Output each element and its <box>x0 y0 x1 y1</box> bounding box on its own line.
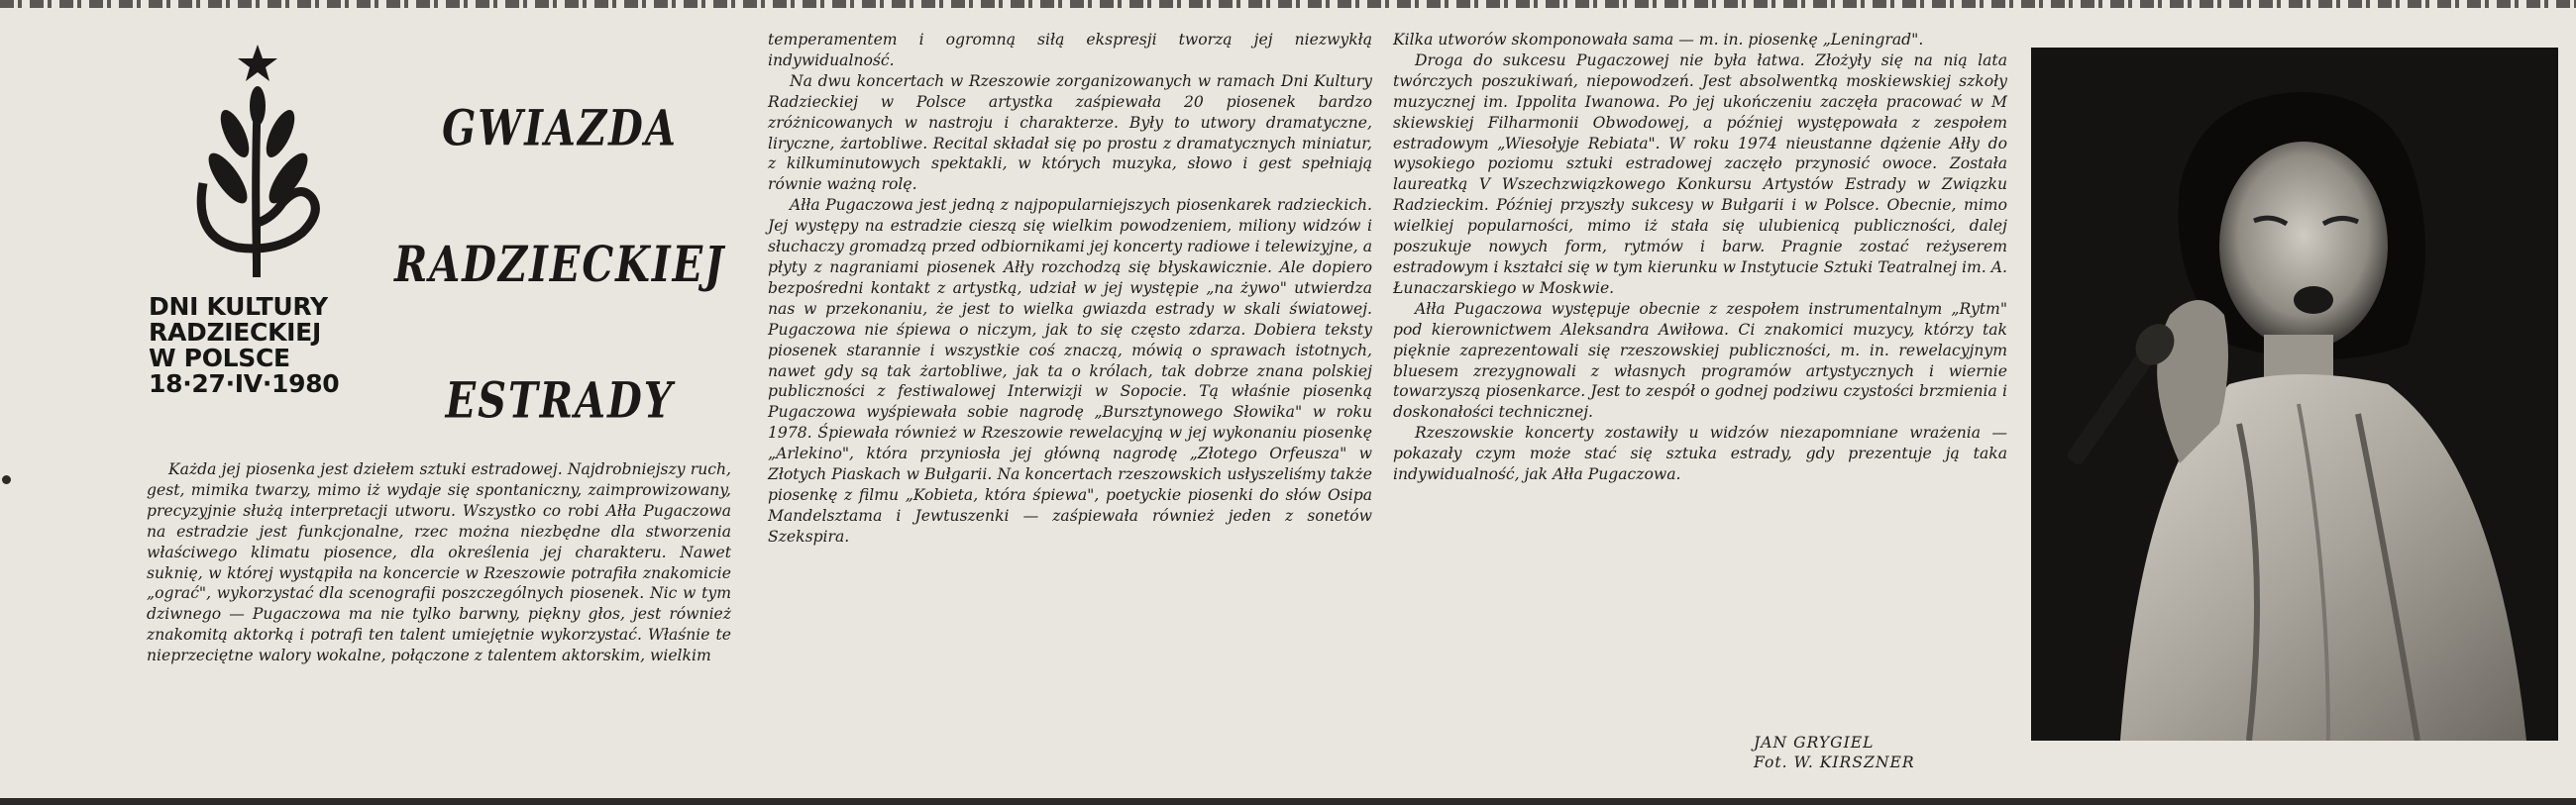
column-2-paragraph-3: Ałła Pugaczowa jest jedną z najpopularniejszych piosenkarek radzieckich. Jej występy na estradzie cieszą się wielkim powodzeniem, miliony widzów i słuchaczy gromadzą przed odbiornikami jej koncerty radiowe i telewizyjne, a płyty z nagraniami piosenek Ałły rozchodzą się błyskawicznie. Ale dopiero bezpośredni kontakt z artystką, udział w jej występie „na żywo" utwierdza nas w przekonaniu, że jest to wielka gwiazda estrady w skali światowej. Pugaczowa nie śpiewa o niczym, jak to się często zdarza. Dobiera teksty piosenek starannie i wszystkie coś znaczą, mówią o sprawach istotnych, nawet gdy są tak żartobliwe, jak ta o królach, tak dobrze znana polskiej publiczności z festiwalowej Interwizji w Sopocie. Tą właśnie piosenką Pugaczowa wyśpiewała sobie nagrodę „Bursztynowego Słowika" w roku 1978. Śpiewała również w Rzeszowie rewelacyjną w jej wykonaniu piosenkę „Arlekino", która przyniosła jej główną nagrodę „Złotego Orfeusza" w Złotych Piaskach w Bułgarii. Na koncertach rzeszowskich usłyszeliśmy także piosenkę z filmu „Kobieta, która śpiewa", poetyckie piosenki do słów Osipa Mandelsztama i Jewtuszenki — zaśpiewała również jeden z sonetów Szekspira. <box>768 196 1372 546</box>
headline-line-1: GWIAZDA <box>442 99 678 157</box>
article-column-2 <box>768 30 1372 548</box>
festival-logo-text <box>149 294 376 397</box>
singer-photo <box>2031 48 2558 741</box>
author-name: JAN GRYGIEL <box>1754 734 1875 752</box>
headline-line-2: RADZIECKIEJ <box>393 235 726 294</box>
singer-with-microphone-image <box>2031 48 2558 741</box>
article-signature <box>1754 733 2001 772</box>
headline-line-3: ESTRADY <box>445 371 675 430</box>
photo-credit: Fot. W. KIRSZNER <box>1754 754 1915 771</box>
article-column-1 <box>147 459 731 666</box>
article-column-3 <box>1393 30 2007 485</box>
margin-dot <box>2 475 11 484</box>
column-1-paragraph-1: Każda jej piosenka jest dziełem sztuki estradowej. Najdrobniejszy ruch, gest, mimika twarzy, mimo iż wydaje się spontaniczny, zaimprowizowany, precyzyjnie służą interpretacji utworu. Wszystko co robi Ałła Pugaczowa na estradzie jest funkcjonalne, rzec można niezbędne dla stworzenia właściwego klimatu piosence, dla określenia jej charakteru. Nawet suknię, w której wystąpiła na koncercie w Rzeszowie potrafiła znakomicie „ograć", wykorzystać dla scenografii poszczególnych piosenek. Nic w tym dziwnego — Pugaczowa ma nie tylko barwny, piękny głos, jest również znakomitą aktorką i potrafi ten talent umiejętnie wykorzystać. Właśnie te nieprzeciętne walory wokalne, połączone z talentem aktorskim, wielkim <box>147 460 731 665</box>
logo-line-2: RADZIECKIEJ <box>149 318 321 347</box>
column-3-paragraph-2: Droga do sukcesu Pugaczowej nie była łatwa. Złożyły się na nią lata twórczych poszukiwań, niepowodzeń. Jest absolwentką moskiewskiej szkoły muzycznej im. Ippolita Iwanowa. Po jej ukończeniu zaczęła pracować w M skiewskiej Filharmonii Obwodowej, a później występowała z zespołem estradowym „Wiesołyje Rebiata". W roku 1974 nieustanne dążenie Ałły do wysokiego poziomu sztuki estradowej zaczęło przynosić owoce. Została laureatką V Wszechzwiązkowego Konkursu Artystów Estrady w Związku Radzieckim. Później przyszły sukcesy w Bułgarii i w Polsce. Obecnie, mimo wielkiej popularności, mimo iż stała się ulubienicą publiczności, dalej poszukuje nowych form, rytmów i barw. Pragnie zostać reżyserem estradowym i kształci się w tym kierunku w Instytucie Sztuki Teatralnej im. A. Łunaczarskiego w Moskwie. <box>1393 50 2007 297</box>
festival-logo <box>129 35 376 421</box>
article-headline <box>376 79 743 488</box>
logo-line-1: DNI KULTURY <box>149 292 328 321</box>
column-3-paragraph-3: Ałła Pugaczowa występuje obecnie z zespołem instrumentalnym „Rytm" pod kierownictwem Aleksandra Awiłowa. Ci znakomici muzycy, którzy tak pięknie zaprezentowali się rzeszowskiej publiczności, m. in. rewelacyjnym bluesem zrezygnowali z własnych programów artystycznych i wiernie towarzyszą piosenkarce. Jest to zespół o godnej podziwu czystości brzmienia i doskonałości technicznej. <box>1393 299 2007 422</box>
top-border-rule <box>0 0 2576 8</box>
bottom-border-rule <box>0 798 2576 805</box>
logo-line-3: W POLSCE <box>149 344 290 372</box>
column-2-paragraph-2: Na dwu koncertach w Rzeszowie zorganizowanych w ramach Dni Kultury Radzieckiej w Polsce artystka zaśpiewała 20 piosenek bardzo zróżnicowanych w nastroju i charakterze. Były to utwory dramatyczne, liryczne, żartobliwe. Recital składał się po prostu z dramatycznych miniatur, z kilkuminutowych spektakli, w których muzyka, słowo i gest spełniają równie ważną rolę. <box>768 71 1372 194</box>
column-3-paragraph-4: Rzeszowskie koncerty zostawiły u widzów niezapomniane wrażenia — pokazały czym może stać się sztuka estrady, gdy prezentuje ją taka indywidualność, jak Ałła Pugaczowa. <box>1393 424 2007 484</box>
star-branch-emblem-icon <box>183 35 352 282</box>
column-2-paragraph-1: temperamentem i ogromną siłą ekspresji tworzą jej niezwykłą indywidualność. <box>768 31 1372 69</box>
logo-line-4: 18·27·IV·1980 <box>149 369 340 398</box>
column-3-paragraph-1: Kilka utworów skomponowała sama — m. in. piosenkę „Leningrad". <box>1393 31 1924 49</box>
